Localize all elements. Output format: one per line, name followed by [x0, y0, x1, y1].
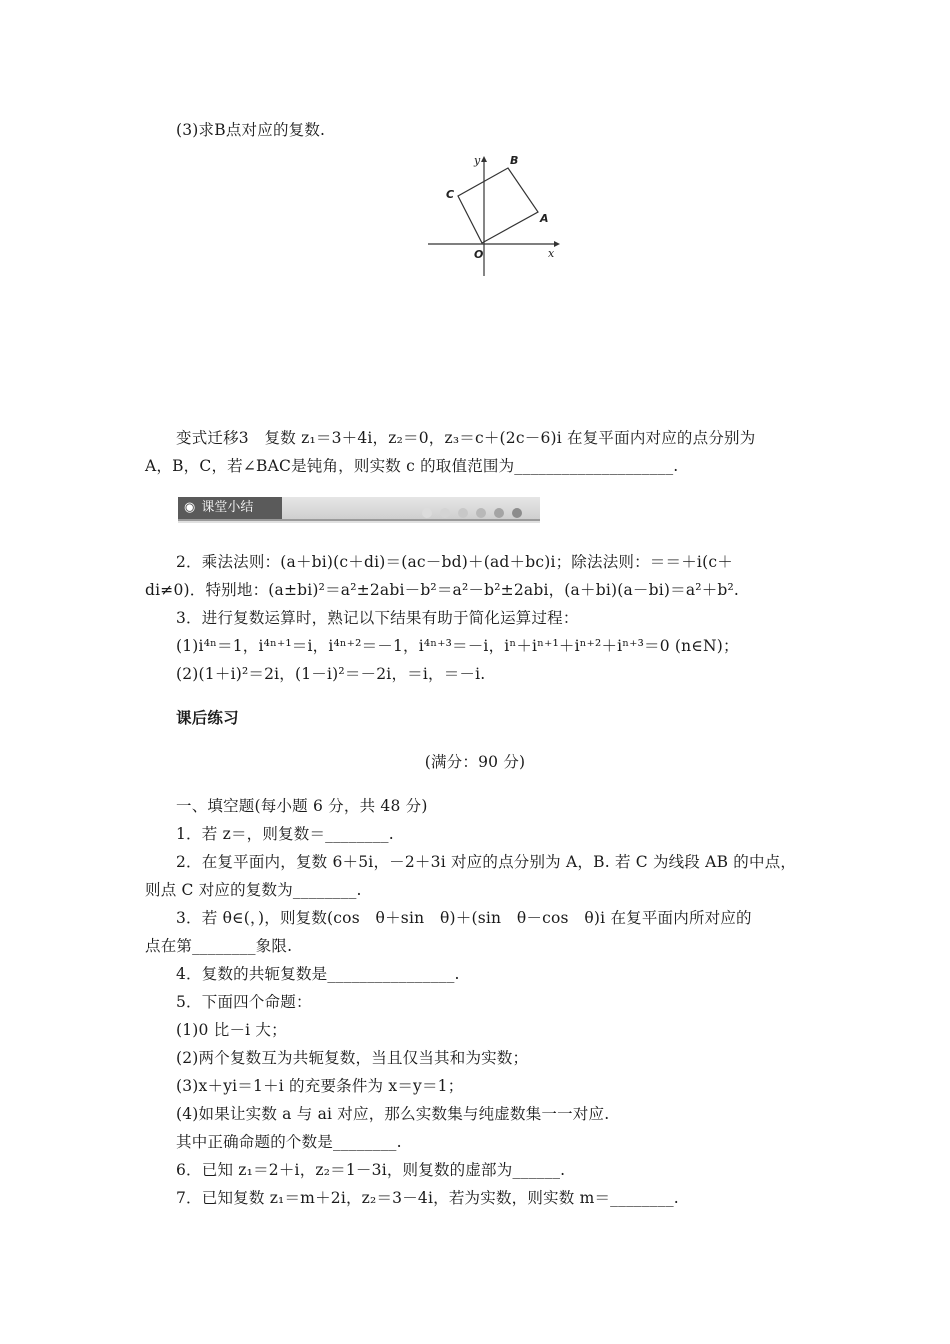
variant-3-line-1: 变式迁移3 复数 z₁＝3＋4i，z₂＝0，z₃＝c＋(2c－6)i 在复平面内对应的点分别为 — [176, 429, 756, 447]
fill-in-section-heading: 一、填空题(每小题 6 分，共 48 分) — [176, 797, 428, 815]
question-3-line-2: 点在第________象限. — [145, 937, 293, 955]
question-3-line-1: 3．若 θ∈(，)，则复数(cos θ＋sin θ)＋(sin θ－cos θ)i 在复平面内所对应的 — [176, 909, 752, 927]
summary-line-2: di≠0)．特别地：(a±bi)²＝a²±2abi－b²＝a²－b²±2abi，(a＋bi)(a－bi)＝a²＋b². — [145, 581, 740, 599]
question-6: 6．已知 z₁＝2＋i，z₂＝1－3i，则复数的虚部为______. — [176, 1161, 566, 1179]
question-5-conclusion: 其中正确命题的个数是________. — [176, 1133, 402, 1151]
question-5-item-3: (3)x＋yi＝1＋i 的充要条件为 x＝y＝1； — [176, 1077, 464, 1095]
summary-line-5: (2)(1＋i)²＝2i，(1－i)²＝－2i，＝i，＝－i. — [176, 665, 486, 683]
question-5-item-2: (2)两个复数互为共轭复数，当且仅当其和为实数； — [176, 1049, 529, 1067]
banner-label — [178, 497, 282, 519]
question-7: 7．已知复数 z₁＝m＋2i，z₂＝3－4i，若为实数，则实数 m＝________. — [176, 1189, 679, 1207]
y-axis-arrow — [481, 156, 487, 162]
banner-dot — [458, 508, 468, 518]
question-2-line-1: 2．在复平面内，复数 6＋5i，－2＋3i 对应的点分别为 A，B. 若 C 为线段 AB 的中点， — [176, 853, 797, 871]
banner-dot — [422, 508, 432, 518]
banner-dot — [476, 508, 486, 518]
banner-shadow — [178, 521, 540, 523]
question-3-text: (3)求B点对应的复数. — [176, 121, 326, 139]
label-C: C — [446, 188, 455, 201]
question-4: 4．复数的共轭复数是________________. — [176, 965, 460, 983]
banner-dot — [512, 508, 522, 518]
banner-dot — [440, 508, 450, 518]
label-y: y — [474, 154, 481, 167]
target-icon: ◉ — [184, 500, 196, 515]
variant-3-line-2: A，B，C，若∠BAC是钝角，则实数 c 的取值范围为____________________. — [145, 457, 679, 475]
question-1: 1．若 z＝，则复数＝________. — [176, 825, 394, 843]
banner-dot — [494, 508, 504, 518]
summary-line-4: (1)i⁴ⁿ＝1，i⁴ⁿ⁺¹＝i，i⁴ⁿ⁺²＝－1，i⁴ⁿ⁺³＝－i，iⁿ＋iⁿ⁺¹＋iⁿ⁺²＋iⁿ⁺³＝0 (n∈N)； — [176, 637, 739, 655]
question-5: 5．下面四个命题： — [176, 993, 312, 1011]
question-5-item-1: (1)0 比－i 大； — [176, 1021, 287, 1039]
label-B: B — [510, 154, 519, 167]
square-OABC — [458, 168, 538, 243]
summary-line-1: 2．乘法法则：(a＋bi)(c＋di)＝(ac－bd)＋(ad＋bc)i；除法法则：＝＝＋i(c＋ — [176, 553, 733, 571]
full-marks: (满分：90 分) — [424, 753, 526, 771]
homework-title: 课后练习 — [176, 709, 239, 727]
banner-dots — [422, 503, 530, 522]
label-O: O — [474, 248, 484, 261]
banner-title: 课堂小结 — [201, 500, 254, 515]
question-2-line-2: 则点 C 对应的复数为________. — [145, 881, 362, 899]
summary-line-3: 3．进行复数运算时，熟记以下结果有助于简化运算过程： — [176, 609, 579, 627]
x-axis-arrow — [554, 241, 560, 247]
class-summary-banner — [178, 497, 540, 523]
label-A: A — [540, 212, 549, 225]
question-5-item-4: (4)如果让实数 a 与 ai 对应，那么实数集与纯虚数集一一对应. — [176, 1105, 610, 1123]
label-x: x — [548, 247, 555, 260]
complex-plane-figure — [420, 148, 570, 283]
